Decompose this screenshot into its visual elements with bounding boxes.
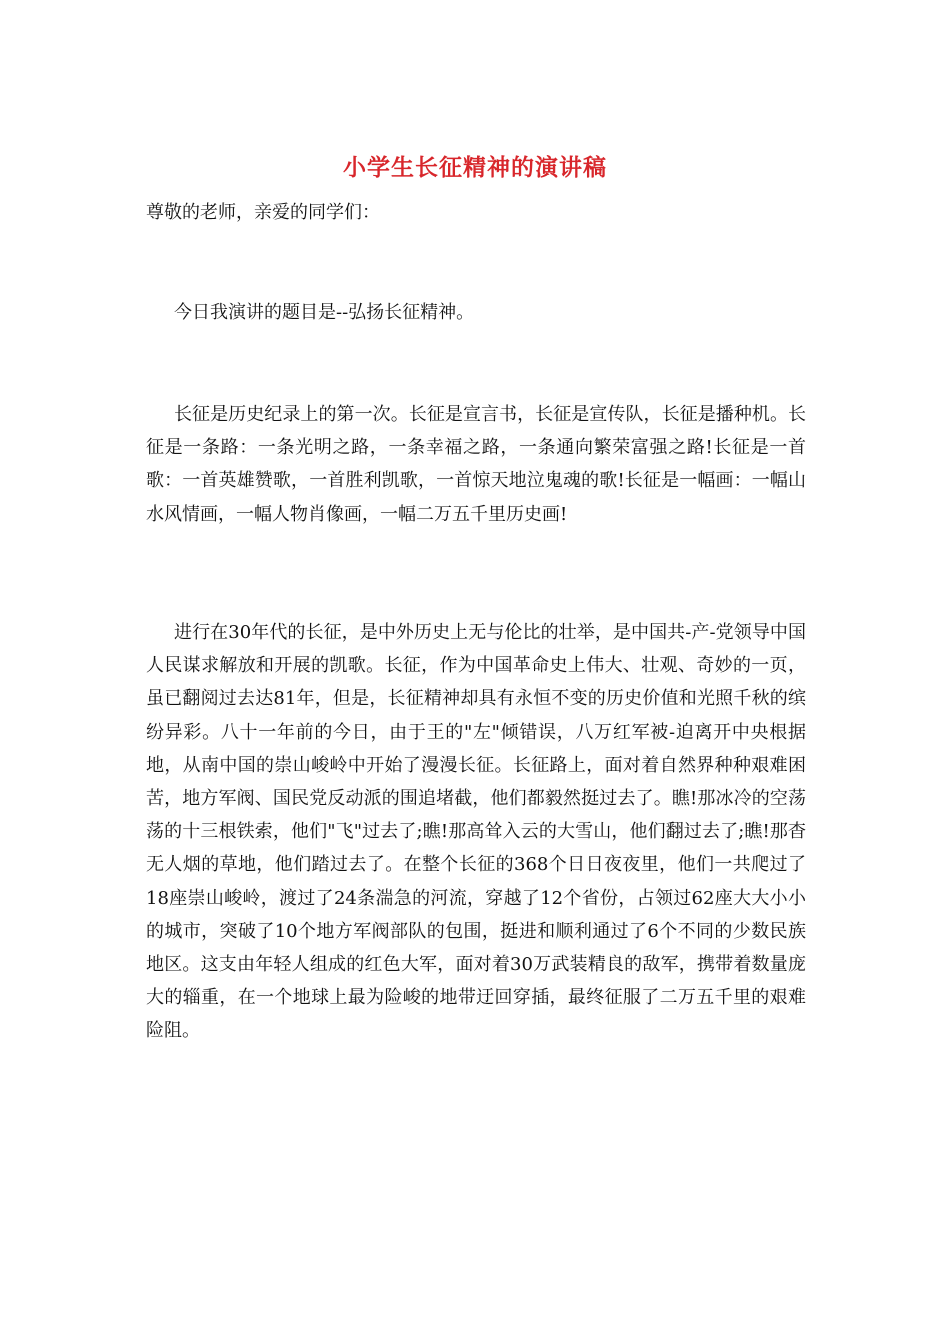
- paragraph-long-march-meaning: 长征是历史纪录上的第一次。长征是宣言书，长征是宣传队，长征是播种机。长征是一条路：一条光明之路，一条幸福之路，一条通向繁荣富强之路!长征是一首歌：一首英雄赞歌，一首胜利凯歌，一首惊天地泣鬼魂的歌!长征是一幅画：一幅山水风情画，一幅人物肖像画，一幅二万五千里历史画!: [146, 404, 806, 525]
- paragraph-intro: 今日我演讲的题目是--弘扬长征精神。: [174, 302, 475, 323]
- document-title: 小学生长征精神的演讲稿: [343, 154, 607, 181]
- greeting-line: 尊敬的老师，亲爱的同学们：: [146, 202, 380, 223]
- paragraph-long-march-history: 进行在30年代的长征，是中外历史上无与伦比的壮举，是中国共-产-党领导中国人民谋求解放和开展的凯歌。长征，作为中国革命史上伟大、壮观、奇妙的一页，虽已翻阅过去达81年，但是，长征精神却具有永恒不变的历史价值和光照千秋的缤纷异彩。八十一年前的今日，由于王的"左"倾错误，八万红军被-迫离开中央根据地，从南中国的崇山峻岭中开始了漫漫长征。长征路上，面对着自然界种种艰难困苦，地方军阀、国民党反动派的围追堵截，他们都毅然挺过去了。瞧!那冰冷的空荡荡的十三根铁索，他们"飞"过去了;瞧!那高耸入云的大雪山，他们翻过去了;瞧!那杳无人烟的草地，他们踏过去了。在整个长征的368个日日夜夜里，他们一共爬过了18座崇山峻岭，渡过了24条湍急的河流，穿越了12个省份，占领过62座大大小小的城市，突破了10个地方军阀部队的包围，挺进和顺利通过了6个不同的少数民族地区。这支由年轻人组成的红色大军，面对着30万武装精良的敌军，携带着数量庞大的辎重，在一个地球上最为险峻的地带迂回穿插，最终征服了二万五千里的艰难险阻。: [146, 622, 806, 1042]
